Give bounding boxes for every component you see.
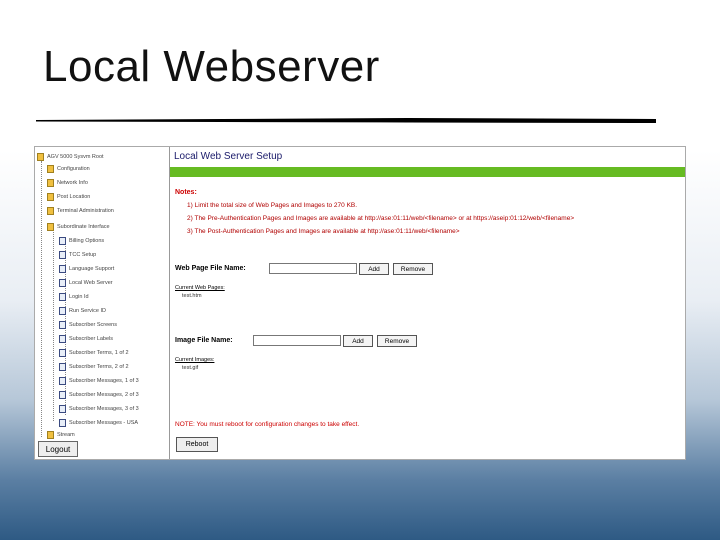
folder-icon bbox=[37, 153, 44, 161]
web-page-input[interactable] bbox=[269, 263, 357, 274]
tree-item-label: Subscriber Terms, 2 of 2 bbox=[69, 364, 129, 370]
remove-web-page-button[interactable]: Remove bbox=[393, 263, 433, 275]
tree-item-subscriber-screens[interactable] bbox=[59, 319, 117, 331]
tree-item-subscriber-messages-2[interactable] bbox=[59, 389, 139, 401]
note-1: 1) Limit the total size of Web Pages and Images to 270 KB. bbox=[187, 202, 358, 209]
page-icon bbox=[59, 279, 66, 287]
tree-item-subordinate-interface[interactable] bbox=[47, 221, 110, 233]
tree-item-label: Subscriber Messages, 3 of 3 bbox=[69, 406, 139, 412]
page-icon bbox=[59, 405, 66, 413]
page-icon bbox=[59, 321, 66, 329]
webserver-screenshot bbox=[34, 146, 686, 460]
tree-item-login-id[interactable] bbox=[59, 291, 89, 303]
tree-item-label: Subscriber Messages, 2 of 3 bbox=[69, 392, 139, 398]
page-icon bbox=[59, 363, 66, 371]
tree-connector bbox=[41, 161, 42, 437]
tree-connector bbox=[53, 229, 54, 421]
tree-item-label: Run Service ID bbox=[69, 308, 106, 314]
content-pane bbox=[170, 147, 685, 459]
tree-item-terminal-administration[interactable] bbox=[47, 205, 114, 217]
notes-title: Notes: bbox=[175, 189, 197, 196]
page-icon bbox=[59, 293, 66, 301]
tree-item-label: Network Info bbox=[57, 180, 88, 186]
page-icon bbox=[59, 251, 66, 259]
tree-item-label: Subscriber Terms, 1 of 2 bbox=[69, 350, 129, 356]
tree-item-label: Subscriber Messages - USA bbox=[69, 420, 139, 426]
folder-icon bbox=[47, 193, 54, 201]
header-bar bbox=[170, 167, 685, 177]
note-3: 3) The Post-Authentication Pages and Images are available at http://ase:01:11/web/<filename> bbox=[187, 228, 460, 235]
page-icon bbox=[59, 349, 66, 357]
tree-item-subscriber-messages-usa[interactable] bbox=[59, 417, 138, 429]
tree-item-billing-options[interactable] bbox=[59, 235, 104, 247]
tree-item-label: Subscriber Labels bbox=[69, 336, 114, 342]
reboot-note: NOTE: You must reboot for configuration changes to take effect. bbox=[175, 421, 360, 428]
page-icon bbox=[59, 237, 66, 245]
tree-item-subscriber-terms-1[interactable] bbox=[59, 347, 129, 359]
current-images-value: test.gif bbox=[182, 365, 199, 371]
tree-item-label: Subscriber Screens bbox=[69, 322, 117, 328]
note-2: 2) The Pre-Authentication Pages and Images are available at http://ase:01:11/web/<filename> or at https://aseip:01:12/web/<filename> bbox=[187, 215, 575, 222]
page-icon bbox=[59, 335, 66, 343]
tree-item-post-location[interactable] bbox=[47, 191, 90, 203]
tree-item-configuration[interactable] bbox=[47, 163, 90, 175]
reboot-button[interactable]: Reboot bbox=[176, 437, 218, 452]
tree-item-language-support[interactable] bbox=[59, 263, 114, 275]
slide-title: Local Webserver bbox=[43, 42, 380, 91]
current-images-label: Current Images: bbox=[175, 357, 215, 363]
tree-item-subscriber-terms-2[interactable] bbox=[59, 361, 129, 373]
web-page-label: Web Page File Name: bbox=[175, 265, 246, 272]
tree-item-label: Terminal Administration bbox=[57, 208, 114, 214]
page-icon bbox=[59, 419, 66, 427]
page-icon bbox=[59, 391, 66, 399]
add-image-button[interactable]: Add bbox=[343, 335, 373, 347]
add-web-page-button[interactable]: Add bbox=[359, 263, 389, 275]
tree-item-label: Local Web Server bbox=[69, 280, 113, 286]
current-pages-label: Current Web Pages: bbox=[175, 285, 225, 291]
tree-item-label: Subscriber Messages, 1 of 3 bbox=[69, 378, 139, 384]
tree-root[interactable] bbox=[37, 151, 104, 163]
folder-icon bbox=[47, 165, 54, 173]
tree-root-label: AGV 5000 Sysvm Root bbox=[47, 154, 104, 160]
page-icon bbox=[59, 265, 66, 273]
current-pages-value: test.htm bbox=[182, 293, 202, 299]
tree-item-label: Billing Options bbox=[69, 238, 105, 244]
folder-icon bbox=[47, 207, 54, 215]
tree-item-run-service-id[interactable] bbox=[59, 305, 106, 317]
page-title: Local Web Server Setup bbox=[174, 151, 283, 162]
tree-item-subscriber-labels[interactable] bbox=[59, 333, 113, 345]
folder-icon bbox=[47, 223, 54, 231]
tree-item-local-web-server[interactable] bbox=[59, 277, 113, 289]
remove-image-button[interactable]: Remove bbox=[377, 335, 417, 347]
title-underline bbox=[36, 118, 656, 123]
tree-item-stream[interactable] bbox=[47, 429, 75, 441]
tree-item-label: Configuration bbox=[57, 166, 90, 172]
page-icon bbox=[59, 377, 66, 385]
logout-button[interactable]: Logout bbox=[38, 441, 78, 457]
tree-item-label: Language Support bbox=[69, 266, 115, 272]
page-icon bbox=[59, 307, 66, 315]
folder-icon bbox=[47, 179, 54, 187]
tree-item-tcc-setup[interactable] bbox=[59, 249, 96, 261]
tree-item-network-info[interactable] bbox=[47, 177, 88, 189]
tree-item-label: Login Id bbox=[69, 294, 89, 300]
tree-item-subscriber-messages-3[interactable] bbox=[59, 403, 139, 415]
image-label: Image File Name: bbox=[175, 337, 233, 344]
image-input[interactable] bbox=[253, 335, 341, 346]
tree-item-subscriber-messages-1[interactable] bbox=[59, 375, 139, 387]
tree-item-label: Subordinate Interface bbox=[57, 224, 110, 230]
folder-icon bbox=[47, 431, 54, 439]
navigation-tree bbox=[35, 147, 170, 459]
tree-item-label: Stream bbox=[57, 432, 75, 438]
tree-item-label: TCC Setup bbox=[69, 252, 97, 258]
tree-item-label: Post Location bbox=[57, 194, 91, 200]
